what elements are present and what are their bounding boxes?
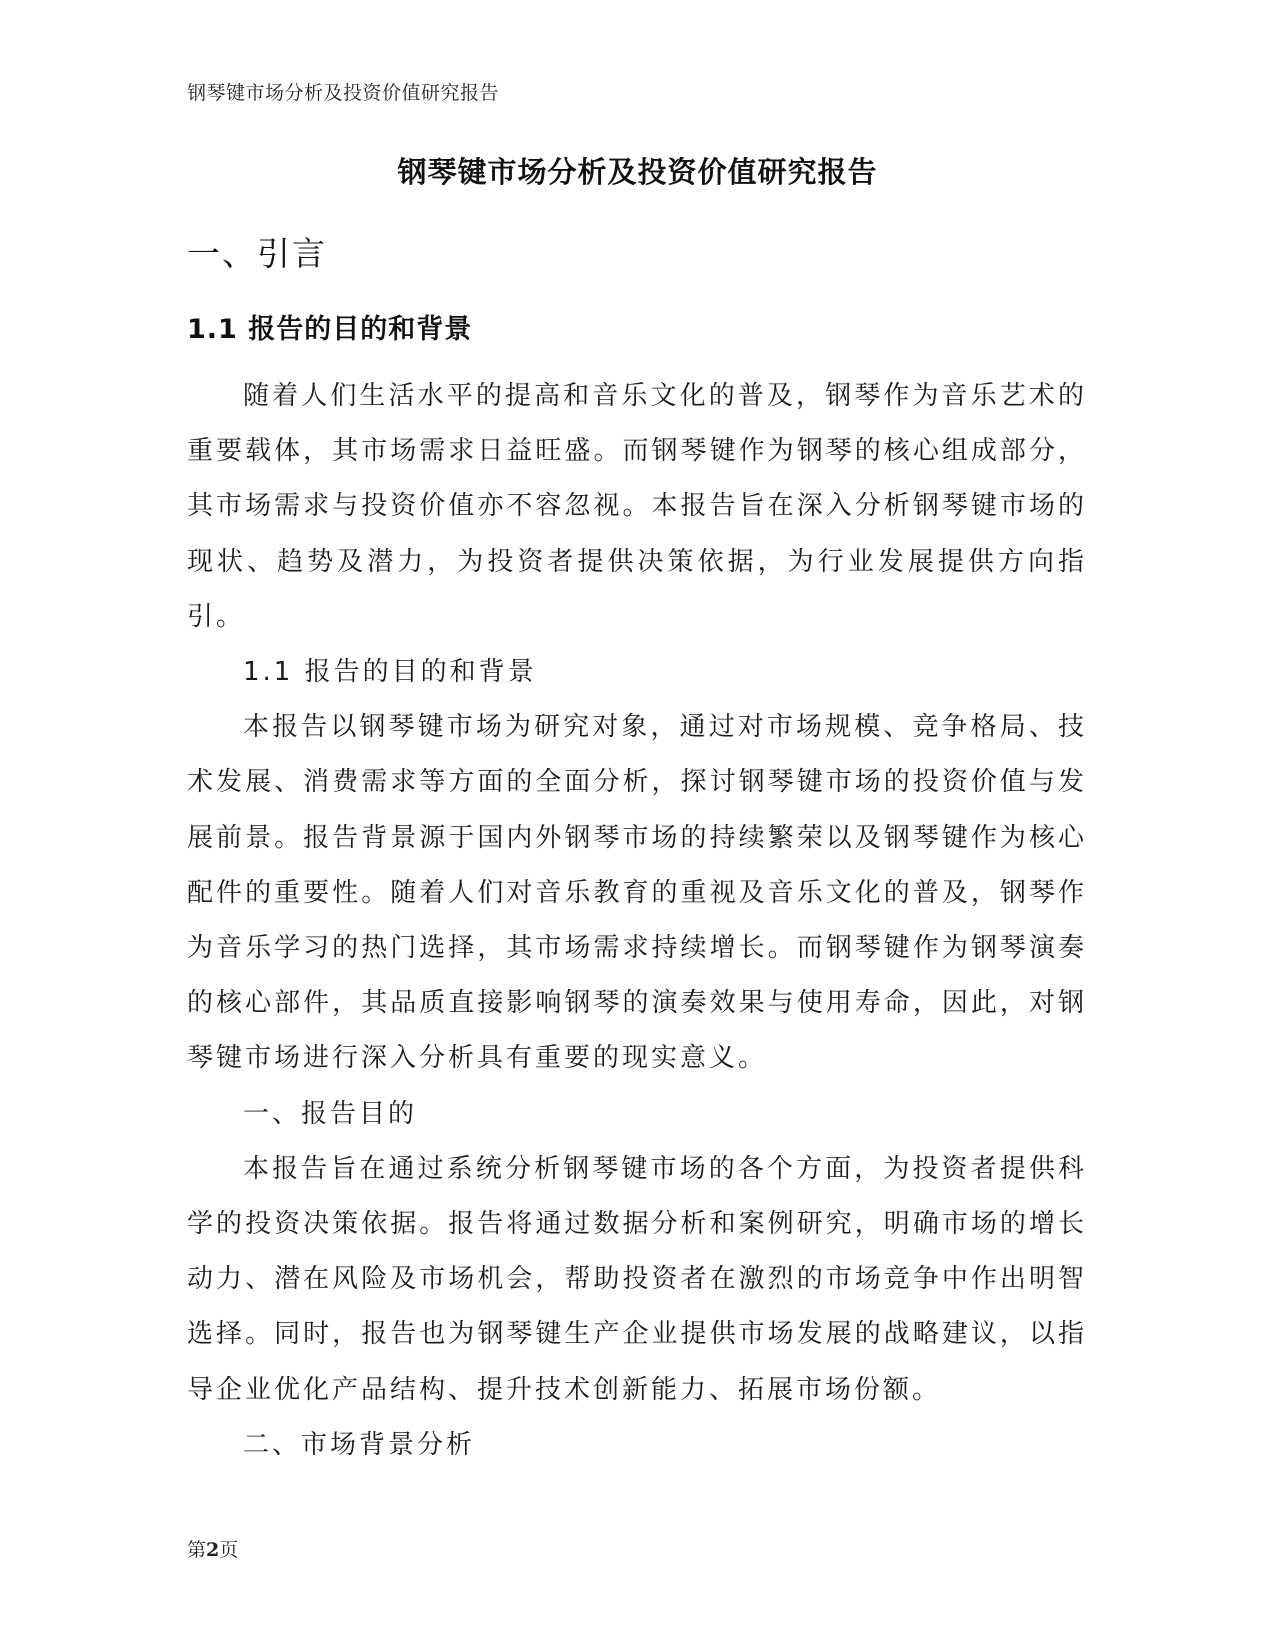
paragraph-purpose-heading: 一、报告目的 bbox=[243, 1098, 418, 1129]
running-header: 钢琴键市场分析及投资价值研究报告 bbox=[187, 82, 500, 104]
subsection-heading: 1.1 报告的目的和背景 bbox=[187, 314, 473, 345]
paragraph-subheading-repeat: 1.1 报告的目的和背景 bbox=[243, 657, 537, 688]
footer-prefix: 第 bbox=[187, 1539, 207, 1561]
body-text bbox=[187, 369, 1087, 1473]
paragraph-background: 本报告以钢琴键市场为研究对象，通过对市场规模、竞争格局、技术发展、消费需求等方面的全面分析，探讨钢琴键市场的投资价值与发展前景。报告背景源于国内外钢琴市场的持续繁荣以及钢琴键作为核心配件的重要性。随着人们对音乐教育的重视及音乐文化的普及，钢琴作为音乐学习的热门选择，其市场需求持续增长。而钢琴键作为钢琴演奏的核心部件，其品质直接影响钢琴的演奏效果与使用寿命，因此，对钢琴键市场进行深入分析具有重要的现实意义。 bbox=[187, 712, 1087, 1074]
page-number: 2 bbox=[206, 1539, 220, 1561]
paragraph-intro: 随着人们生活水平的提高和音乐文化的普及，钢琴作为音乐艺术的重要载体，其市场需求日益旺盛。而钢琴键作为钢琴的核心组成部分，其市场需求与投资价值亦不容忽视。本报告旨在深入分析钢琴键市场的现状、趋势及潜力，为投资者提供决策依据，为行业发展提供方向指引。 bbox=[187, 381, 1087, 632]
page-footer bbox=[187, 1535, 238, 1562]
section-heading: 一、引言 bbox=[187, 234, 327, 273]
footer-suffix: 页 bbox=[219, 1539, 239, 1561]
paragraph-market-heading: 二、市场背景分析 bbox=[243, 1429, 476, 1460]
paragraph-purpose: 本报告旨在通过系统分析钢琴键市场的各个方面，为投资者提供科学的投资决策依据。报告将通过数据分析和案例研究，明确市场的增长动力、潜在风险及市场机会，帮助投资者在激烈的市场竞争中作出明智选择。同时，报告也为钢琴键生产企业提供市场发展的战略建议，以指导企业优化产品结构、提升技术创新能力、拓展市场份额。 bbox=[187, 1153, 1087, 1405]
document-title: 钢琴键市场分析及投资价值研究报告 bbox=[397, 155, 878, 189]
